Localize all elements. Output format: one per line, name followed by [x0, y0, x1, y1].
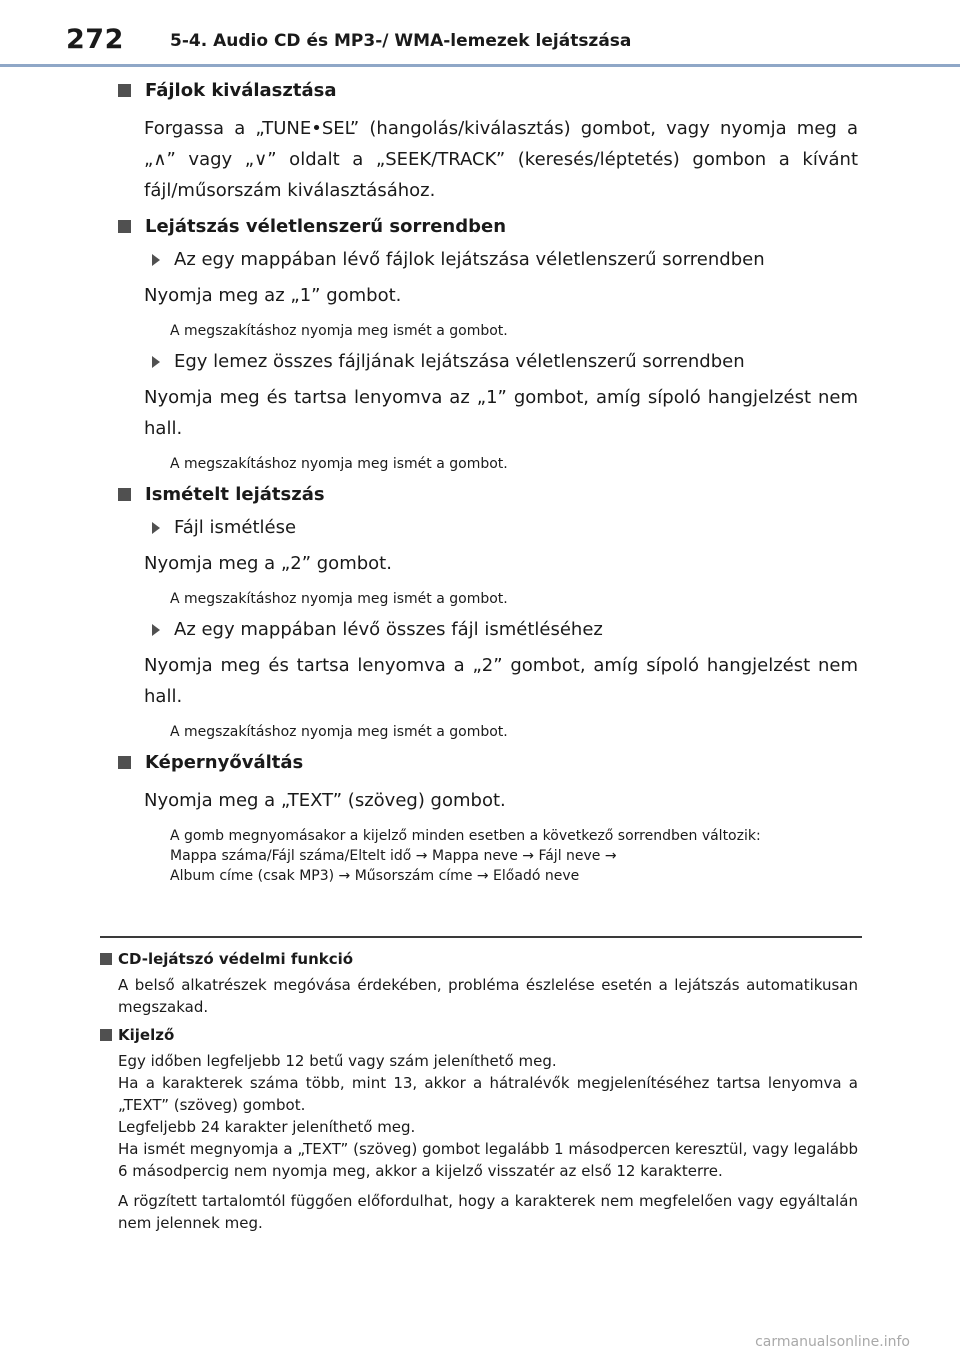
- triangle-bullet-icon: [152, 624, 160, 636]
- heading-text: Lejátszás véletlenszerű sorrendben: [145, 216, 507, 237]
- note-line: Egy időben legfeljebb 12 betű vagy szám jeleníthető meg.: [118, 1052, 557, 1070]
- page-number: 272: [66, 24, 124, 55]
- subheading: [144, 249, 858, 270]
- paragraph: Nyomja meg és tartsa lenyomva a „2” gombot, amíg sípoló hangjelzést nem hall.: [144, 655, 858, 707]
- section-divider: [100, 936, 862, 938]
- note-heading-text: CD-lejátszó védelmi funkció: [118, 950, 354, 968]
- square-bullet-icon: [118, 220, 131, 233]
- note-line: Mappa száma/Fájl száma/Eltelt idő → Mappa neve → Fájl neve →: [170, 848, 617, 864]
- note-line: Ha a karakterek száma több, mint 13, akkor a hátralévők megjelenítéséhez tartsa lenyomva a „TEXT” (szöveg) gombot.: [118, 1074, 858, 1114]
- note-line: Legfeljebb 24 karakter jeleníthető meg.: [118, 1118, 416, 1136]
- note-text: [118, 1050, 858, 1182]
- subheading: [144, 351, 858, 372]
- note-heading-cd-protection: [100, 950, 858, 968]
- note-heading-display: [100, 1026, 858, 1044]
- subheading-text: Fájl ismétlése: [174, 517, 297, 538]
- square-bullet-icon: [100, 953, 112, 965]
- paragraph: Nyomja meg a „TEXT” (szöveg) gombot.: [144, 790, 506, 811]
- section-heading-file-select: [118, 80, 858, 101]
- square-bullet-icon: [100, 1029, 112, 1041]
- note: A megszakításhoz nyomja meg ismét a gombot.: [170, 591, 508, 607]
- subheading-text: Az egy mappában lévő összes fájl ismétléséhez: [174, 619, 603, 640]
- subheading-text: Egy lemez összes fájljának lejátszása véletlenszerű sorrendben: [174, 351, 745, 372]
- header-rule: [0, 64, 960, 67]
- note: A megszakításhoz nyomja meg ismét a gombot.: [170, 323, 508, 339]
- square-bullet-icon: [118, 756, 131, 769]
- paragraph: Forgassa a „TUNE•SEL” (hangolás/kiválasztás) gombot, vagy nyomja meg a „∧” vagy „∨” oldalt a „SEEK/TRACK” (keresés/léptetés) gombon a kívánt fájl/műsorszám kiválasztásához.: [144, 118, 858, 201]
- heading-text: Fájlok kiválasztása: [145, 80, 337, 101]
- page-header: [0, 0, 960, 68]
- section-heading-repeat-play: [118, 484, 858, 505]
- paragraph: Nyomja meg a „2” gombot.: [144, 553, 392, 574]
- square-bullet-icon: [118, 488, 131, 501]
- notes-block: [100, 950, 858, 1242]
- triangle-bullet-icon: [152, 356, 160, 368]
- main-content: [118, 80, 858, 896]
- square-bullet-icon: [118, 84, 131, 97]
- paragraph: Nyomja meg az „1” gombot.: [144, 285, 402, 306]
- note-text: A belső alkatrészek megóvása érdekében, probléma észlelése esetén a lejátszás automatikusan megszakad.: [118, 976, 858, 1016]
- paragraph: Nyomja meg és tartsa lenyomva az „1” gombot, amíg sípoló hangjelzést nem hall.: [144, 387, 858, 439]
- note-text: A rögzített tartalomtól függően előfordulhat, hogy a karakterek nem megfelelően vagy egyáltalán nem jelennek meg.: [118, 1192, 858, 1232]
- heading-text: Képernyőváltás: [145, 752, 304, 773]
- note: [170, 826, 858, 886]
- watermark: carmanualsonline.info: [755, 1334, 910, 1350]
- note-line: Album címe (csak MP3) → Műsorszám címe → Előadó neve: [170, 868, 580, 884]
- note: A megszakításhoz nyomja meg ismét a gombot.: [170, 724, 508, 740]
- subheading-text: Az egy mappában lévő fájlok lejátszása véletlenszerű sorrendben: [174, 249, 765, 270]
- note-line: Ha ismét megnyomja a „TEXT” (szöveg) gombot legalább 1 másodpercen keresztül, vagy legalább 6 másodpercig nem nyomja meg, akkor a kijelző visszatér az első 12 karakterre.: [118, 1140, 858, 1180]
- section-heading-random-play: [118, 216, 858, 237]
- subheading: [144, 619, 858, 640]
- triangle-bullet-icon: [152, 254, 160, 266]
- subheading: [144, 517, 858, 538]
- note: A megszakításhoz nyomja meg ismét a gombot.: [170, 456, 508, 472]
- section-title: 5-4. Audio CD és MP3-/ WMA-lemezek lejátszása: [170, 31, 632, 51]
- section-heading-screen-switch: [118, 752, 858, 773]
- triangle-bullet-icon: [152, 522, 160, 534]
- heading-text: Ismételt lejátszás: [145, 484, 325, 505]
- note-line: A gomb megnyomásakor a kijelző minden esetben a következő sorrendben változik:: [170, 828, 761, 844]
- note-heading-text: Kijelző: [118, 1026, 175, 1044]
